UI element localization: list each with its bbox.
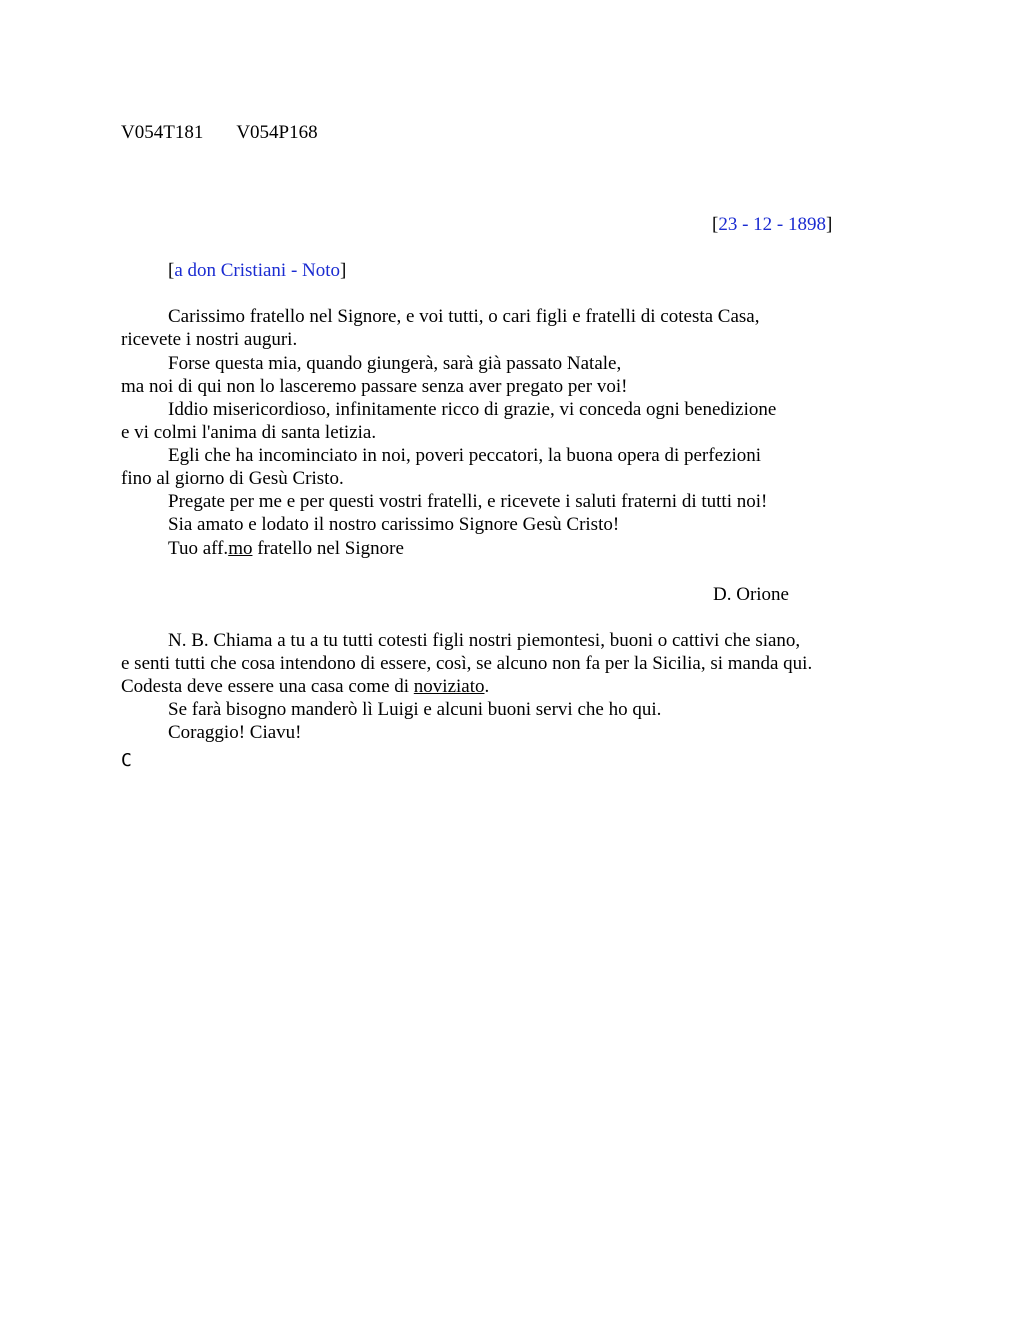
end-mark: C: [121, 750, 132, 771]
document-code-t: V054T181: [121, 122, 204, 143]
document-code-p: V054P168: [236, 122, 318, 143]
closing-suffix: fratello nel Signore: [252, 538, 404, 559]
date-text: 23 - 12 - 1898: [718, 214, 826, 235]
body-line: Carissimo fratello nel Signore, e voi tutti, o cari figli e fratelli di cotesta Casa,: [168, 306, 760, 327]
postscript-l3-underlined: noviziato: [413, 676, 485, 697]
body-line: Iddio misericordioso, infinitamente ricco di grazie, vi conceda ogni benedizione: [168, 399, 777, 420]
postscript-l3-prefix: Codesta deve essere una casa come di: [121, 676, 414, 697]
closing-abbrev: mo: [228, 538, 253, 559]
signature: D. Orione: [713, 584, 789, 605]
body-line: fino al giorno di Gesù Cristo.: [121, 468, 344, 489]
recipient-text: a don Cristiani - Noto: [174, 260, 341, 281]
body-line: ma noi di qui non lo lasceremo passare senza aver pregato per voi!: [121, 376, 628, 397]
postscript-line: N. B. Chiama a tu a tu tutti cotesti figli nostri piemontesi, buoni o cattivi che siano,: [168, 630, 801, 651]
postscript-line: e senti tutti che cosa intendono di essere, così, se alcuno non fa per la Sicilia, si manda qui.: [121, 653, 813, 674]
letter-date: [23 - 12 - 1898]: [712, 214, 833, 235]
letter-recipient: [a don Cristiani - Noto]: [168, 260, 347, 281]
postscript-l3-suffix: .: [484, 676, 490, 697]
document-codes: [121, 121, 318, 144]
body-line: e vi colmi l'anima di santa letizia.: [121, 422, 377, 443]
closing-line: [168, 537, 404, 560]
postscript-line: Coraggio! Ciavu!: [168, 722, 302, 743]
body-line: Forse questa mia, quando giungerà, sarà già passato Natale,: [168, 353, 622, 374]
closing-prefix: Tuo aff.: [168, 538, 229, 559]
postscript-line: Se farà bisogno manderò lì Luigi e alcuni buoni servi che ho qui.: [168, 699, 662, 720]
body-line: ricevete i nostri auguri.: [121, 329, 298, 350]
body-line: Egli che ha incominciato in noi, poveri peccatori, la buona opera di perfezioni: [168, 445, 761, 466]
postscript-line: [121, 675, 489, 698]
body-line: Sia amato e lodato il nostro carissimo Signore Gesù Cristo!: [168, 514, 620, 535]
body-line: Pregate per me e per questi vostri fratelli, e ricevete i saluti fraterni di tutti noi!: [168, 491, 768, 512]
